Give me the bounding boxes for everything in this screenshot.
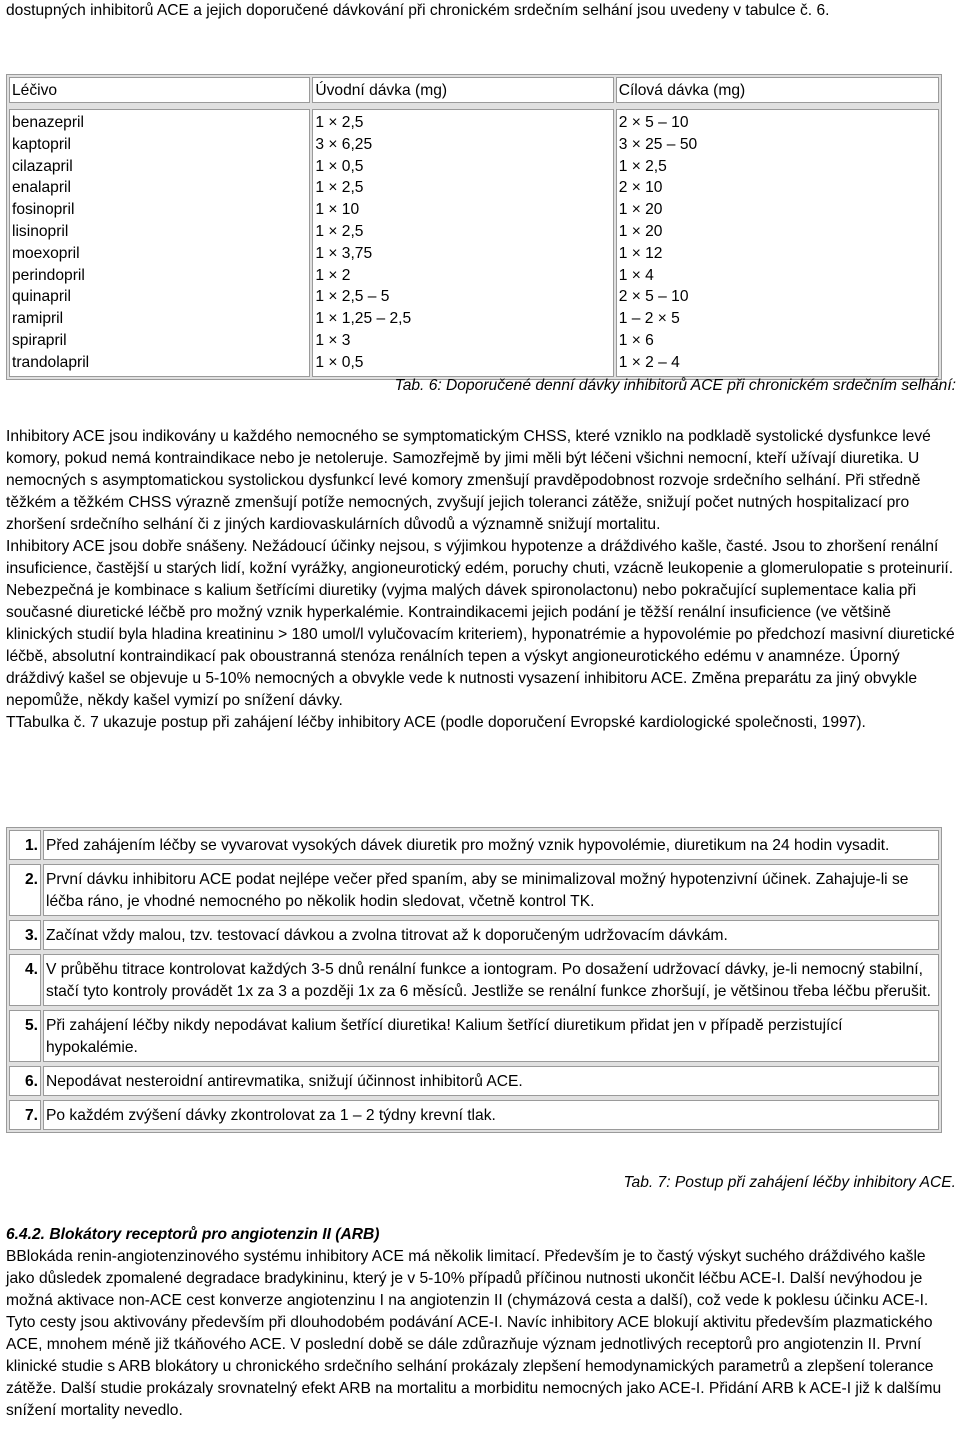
target-dose-cell: 1 × 2,5 bbox=[618, 157, 667, 175]
drug-name-cell: trandolapril bbox=[12, 353, 90, 371]
table-7-caption: Tab. 7: Postup při zahájení léčby inhibitory ACE. bbox=[623, 1174, 956, 1191]
target-dose-cell: 1 × 20 bbox=[618, 222, 663, 240]
initial-dose-cell: 1 × 10 bbox=[315, 201, 360, 219]
initial-dose-cell: 1 × 0,5 bbox=[315, 353, 364, 371]
drug-name-cell: quinapril bbox=[12, 288, 71, 306]
initial-dose-cell: 1 × 0,5 bbox=[315, 157, 364, 175]
table-6 bbox=[6, 74, 942, 380]
initial-dose-cell: 1 × 2,5 bbox=[315, 179, 364, 197]
step-text: Při zahájení léčby nikdy nepodávat kalium šetřící diuretika! Kalium šetřící diuretikum přidat jen v případě perzistující hypokalémie. bbox=[43, 1010, 939, 1062]
step-number: 5. bbox=[9, 1010, 41, 1062]
section-text: BBlokáda renin-angiotenzinového systému inhibitory ACE má několik limitací. Především je to častý výskyt suchého dráždivého kašle jako důsledek zpomalené degradace bradykininu, který je v 5-10% případů příčinou nutnosti ukončit léčbu ACE-I. Další nevýhodou je možná aktivace non-ACE cest konverze angiotenzinu I na angiotenzin II (chymázová cesta a další), což vede k poklesu účinku ACE-I. Tyto cesty jsou aktivovány především při dlouhodobém podávání ACE-I. Navíc inhibitory ACE blokují aktivitu především plazmatického ACE, mnohem méně již tkáňového ACE. V poslední době se dále zdůrazňuje význam jednotlivých receptorů pro angiotenzin II. První klinické studie s ARB blokátory u chronického srdečního selhání prokázaly zlepšení hemodynamických parametrů a zlepšení tolerance zátěže. Další studie prokázaly srovnatelný efekt ARB na mortalitu a morbiditu nemocných jako ACE-I. Přidání ARB k ACE-I již k dalšímu snížení mortality nevedlo. bbox=[6, 1248, 942, 1419]
target-dose-cell: 1 × 2 – 4 bbox=[618, 353, 680, 371]
drug-name-cell: fosinopril bbox=[12, 201, 75, 219]
drug-name-cell: enalapril bbox=[12, 179, 71, 197]
drug-name-cell: ramipril bbox=[12, 310, 64, 328]
target-dose-cell: 2 × 10 bbox=[618, 179, 663, 197]
paragraph-indications: Inhibitory ACE jsou indikovány u každého nemocného se symptomatickým CHSS, které vzniklo na podkladě systolické dysfunkce levé komory, pokud nemá kontraindikace nebo je netoleruje. Samozřejmě by jimi měli být léčeni všichni nemocní, kteří užívají diuretika. U nemocných s asymptomatickou systolickou dysfunkcí levé komory zmenšují pravděpodobnost rozvoje srdečního selhání. Při středně těžkém a těžkém CHSS výrazně zmenšují potíže nemocných, zvyšují jejich toleranci zátěže, snižují počet nutných hospitalizací pro zhoršení srdečního selhání či z jiných kardiovaskulárních důvodů a významně snižují mortalitu. bbox=[6, 428, 931, 533]
table-6-caption: Tab. 6: Doporučené denní dávky inhibitorů ACE při chronickém srdečním selhání: bbox=[394, 377, 956, 394]
table-row bbox=[9, 954, 939, 1006]
header-initial-dose: Úvodní dávka (mg) bbox=[312, 77, 613, 103]
drug-name-cell: kaptopril bbox=[12, 135, 71, 153]
target-dose-cell: 1 × 4 bbox=[618, 266, 654, 284]
header-target-dose: Cílová dávka (mg) bbox=[616, 77, 939, 103]
step-text: Začínat vždy malou, tzv. testovací dávkou a zvolna titrovat až k doporučeným udržovacím dávkám. bbox=[43, 920, 939, 950]
paragraph-side-effects: Inhibitory ACE jsou dobře snášeny. Nežádoucí účinky nejsou, s výjimkou hypotenze a dráždivého kašle, časté. Jsou to zhoršení renální insuficience, častější u starých lidí, kožní vyrážky, angioneurotický edém, poruchy chuti, vzácně leukopenie a glomerulopatie s proteinurií. Nebezpečná je kombinace s kalium šetřícími diuretiky (vyjma malých dávek spironolactonu) nebo pokračující suplementace kalia při současné diuretické léčbě pro možný vznik hyperkalémie. Kontraindikacemi jejich podání je těžší renální insuficience (ve většině klinických studií byla hladina kreatininu > 180 umol/l vylučovacím kriteriem), hyponatrémie a hypovolémie po předchozí masivní diuretické léčbě, absolutní kontraindikací pak oboustranná stenóza renálních tepen a výskyt angioneurotického edému v anamnéze. Úporný dráždivý kašel se objevuje u 5-10% nemocných a obvykle vede k nutnosti vysazení inhibitoru ACE. Změna preparátu za jiný obvykle nepomůže, někdy kašel vymizí po snížení dávky. bbox=[6, 538, 955, 709]
target-dose-cell: 1 – 2 × 5 bbox=[618, 310, 680, 328]
step-text: V průběhu titrace kontrolovat každých 3-5 dnů renální funkce a iontogram. Po dosažení udržovací dávky, je-li nemocný stabilní, stačí tyto kontroly provádět 1x za 3 a později 1x za 6 měsíců. Jestliže se renální funkce zhoršují, je většinou třeba léčbu přerušit. bbox=[43, 954, 939, 1006]
step-number: 1. bbox=[9, 830, 41, 860]
step-number: 3. bbox=[9, 920, 41, 950]
drug-name-cell: cilazapril bbox=[12, 157, 73, 175]
table-row bbox=[9, 1066, 939, 1096]
paragraph-table-ref: TTabulka č. 7 ukazuje postup při zahájení léčby inhibitory ACE (podle doporučení Evropské kardiologické společnosti, 1997). bbox=[6, 714, 866, 731]
table-row bbox=[9, 830, 939, 860]
section-arb bbox=[6, 1224, 958, 1422]
table-row bbox=[9, 864, 939, 916]
step-text: První dávku inhibitoru ACE podat nejlépe večer před spaním, aby se minimalizoval možný hypotenzivní účinek. Zahajuje-li se léčba ráno, je vhodné nemocného po několik hodin sledovat, včetně kontrol TK. bbox=[43, 864, 939, 916]
initial-dose-cell: 1 × 3 bbox=[315, 331, 351, 349]
drug-name-cell: lisinopril bbox=[12, 222, 69, 240]
table-7 bbox=[6, 827, 942, 1133]
initial-dose-cell: 1 × 2,5 – 5 bbox=[315, 288, 390, 306]
table-6-header-row bbox=[9, 77, 939, 105]
drug-name-cell: benazepril bbox=[12, 114, 84, 131]
step-number: 4. bbox=[9, 954, 41, 1006]
target-dose-cell: 3 × 25 – 50 bbox=[618, 135, 698, 153]
initial-dose-cell: 1 × 2 bbox=[315, 266, 351, 284]
step-number: 2. bbox=[9, 864, 41, 916]
header-drug: Léčivo bbox=[9, 77, 310, 103]
step-text: Nepodávat nesteroidní antirevmatika, snižují účinnost inhibitorů ACE. bbox=[43, 1066, 939, 1096]
table-row bbox=[9, 1010, 939, 1062]
section-heading: 6.4.2. Blokátory receptorů pro angiotenzin II (ARB) bbox=[6, 1226, 380, 1243]
target-dose-cell: 2 × 5 – 10 bbox=[618, 114, 689, 131]
table-6-body bbox=[9, 109, 939, 377]
initial-dose-cell: 1 × 2,5 bbox=[315, 222, 364, 240]
initial-dose-cell: 1 × 3,75 bbox=[315, 244, 373, 262]
target-dose-cell: 1 × 20 bbox=[618, 201, 663, 219]
target-dose-column bbox=[616, 109, 939, 377]
initial-dose-column bbox=[312, 109, 613, 377]
drug-name-cell: moexopril bbox=[12, 244, 80, 262]
target-dose-cell: 1 × 6 bbox=[618, 331, 654, 349]
step-text: Po každém zvýšení dávky zkontrolovat za 1 – 2 týdny krevní tlak. bbox=[43, 1100, 939, 1130]
step-number: 7. bbox=[9, 1100, 41, 1130]
intro-text: dostupných inhibitorů ACE a jejich doporučené dávkování při chronickém srdečním selhání jsou uvedeny v tabulce č. 6. bbox=[6, 2, 830, 19]
table-row bbox=[9, 1100, 939, 1130]
target-dose-cell: 2 × 5 – 10 bbox=[618, 288, 689, 306]
initial-dose-cell: 1 × 2,5 bbox=[315, 114, 364, 131]
target-dose-cell: 1 × 12 bbox=[618, 244, 663, 262]
main-text bbox=[6, 426, 958, 734]
initial-dose-cell: 1 × 1,25 – 2,5 bbox=[315, 310, 412, 328]
table-row bbox=[9, 920, 939, 950]
step-text: Před zahájením léčby se vyvarovat vysokých dávek diuretik pro možný vznik hypovolémie, diuretikum na 24 hodin vysadit. bbox=[43, 830, 939, 860]
step-number: 6. bbox=[9, 1066, 41, 1096]
initial-dose-cell: 3 × 6,25 bbox=[315, 135, 373, 153]
drug-name-cell: perindopril bbox=[12, 266, 85, 284]
drug-name-cell: spirapril bbox=[12, 331, 67, 349]
drug-column bbox=[9, 109, 310, 377]
